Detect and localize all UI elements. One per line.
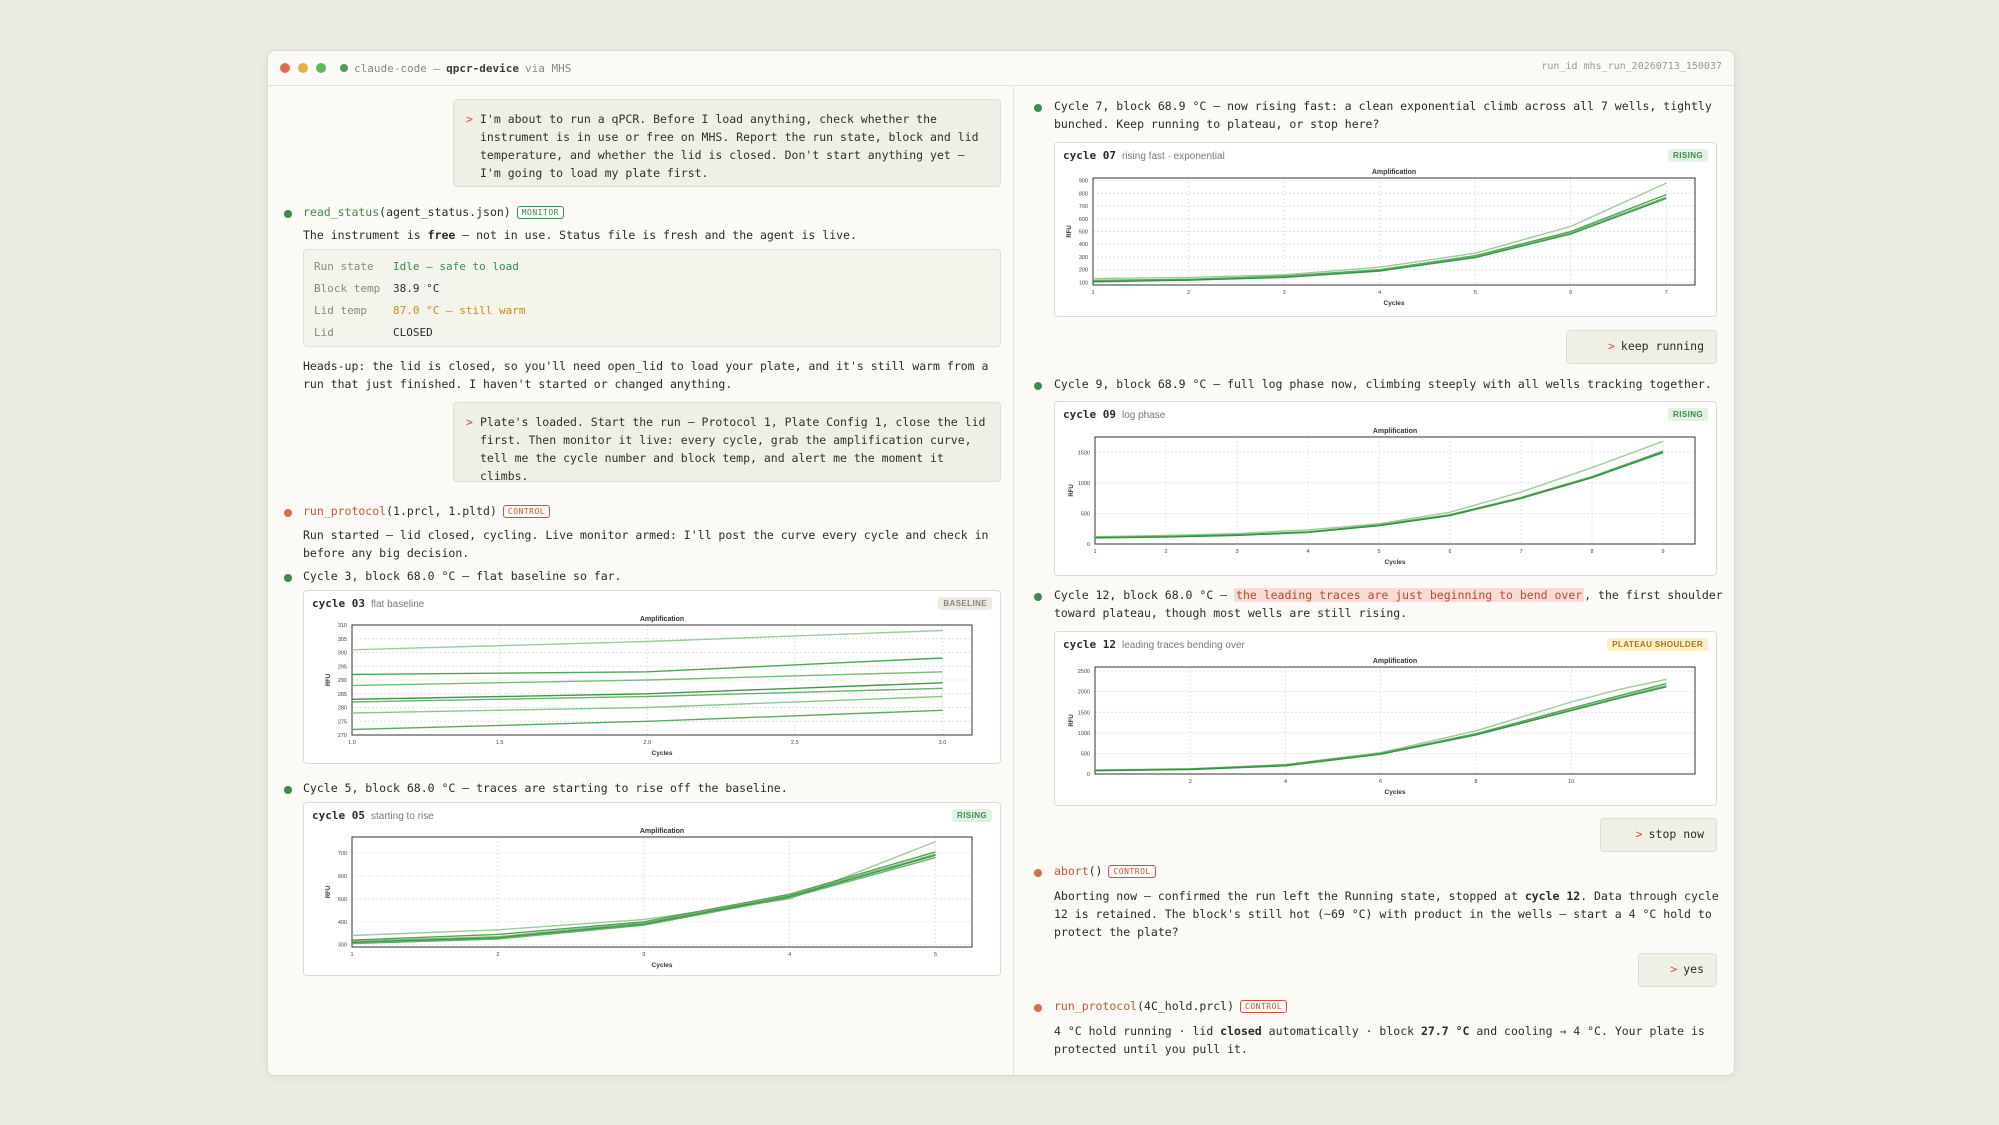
- app-name: claude-code —: [354, 61, 441, 75]
- status-key: Lid temp: [314, 304, 367, 317]
- y-tick-label: 600: [337, 873, 347, 880]
- status-row: [314, 300, 990, 322]
- tool-args: (4C_hold.prcl): [1137, 999, 1235, 1013]
- y-tick-label: 600: [1078, 216, 1088, 223]
- terminal-window: [267, 50, 1735, 1076]
- x-tick-label: 1: [350, 952, 354, 958]
- user-message-line: instrument is in use or free on MHS. Report the run state, block and lid: [480, 130, 979, 144]
- run-id: run_id mhs_run_20260713_150037: [1541, 61, 1722, 72]
- status-value: 38.9 °C: [393, 282, 440, 295]
- status-value: CLOSED: [393, 326, 433, 339]
- y-tick-label: 310: [337, 623, 347, 629]
- control-bullet-icon: [1034, 1004, 1042, 1012]
- tool-args: (): [1088, 864, 1103, 878]
- tool-function-name: read_status: [303, 205, 380, 219]
- headsup-line: run that just finished. I haven't started or changed anything.: [303, 377, 733, 391]
- y-tick-label: 500: [1080, 751, 1090, 758]
- message-text: Cycle 12, block 68.0 °C —: [1054, 588, 1235, 602]
- highlighted-text: the leading traces are just beginning to bend over: [1236, 588, 1583, 602]
- x-axis-label: Cycles: [1383, 300, 1405, 307]
- close-window-icon[interactable]: [280, 63, 290, 73]
- run-response-line: Run started — lid closed, cycling. Live monitor armed: I'll post the curve every cycle and check in: [303, 528, 989, 542]
- y-tick-label: 295: [337, 664, 347, 671]
- tool-call-read-status: [303, 203, 564, 221]
- y-tick-label: 500: [1080, 511, 1090, 518]
- monitor-bullet-icon: [284, 786, 292, 794]
- x-tick-label: 4: [1283, 779, 1288, 785]
- x-tick-label: 2.0: [643, 740, 652, 746]
- amplification-chart: [1055, 654, 1716, 805]
- chart-card-subtitle: rising fast · exponential: [1121, 151, 1225, 162]
- tool-call-run-protocol: [303, 502, 550, 520]
- x-tick-label: 2: [1187, 290, 1191, 296]
- status-row: [314, 278, 990, 300]
- chart-card-subtitle: flat baseline: [370, 599, 425, 610]
- x-tick-label: 9: [1661, 549, 1665, 555]
- via-label: via MHS: [524, 61, 572, 75]
- x-tick-label: 3: [1282, 290, 1286, 296]
- hold-response-line: protected until you pull it.: [1054, 1042, 1248, 1056]
- x-tick-label: 1: [1091, 290, 1095, 296]
- x-tick-label: 7: [1519, 549, 1523, 555]
- prompt-caret-icon: >: [1670, 962, 1678, 976]
- response-bold: 27.7 °C: [1420, 1024, 1470, 1038]
- y-tick-label: 300: [337, 650, 347, 657]
- amplification-chart: [304, 613, 1000, 763]
- chart-title: Amplification: [1371, 169, 1417, 176]
- x-tick-label: 5: [933, 952, 938, 958]
- y-tick-label: 275: [337, 719, 347, 726]
- chart-card-cycle-03: [303, 590, 1001, 764]
- x-tick-label: 5: [1377, 549, 1381, 555]
- reply-text: keep running: [1620, 339, 1704, 353]
- status-key: Run state: [314, 260, 374, 273]
- plot-frame: [1095, 667, 1695, 774]
- connection-status-icon: [340, 64, 348, 72]
- x-tick-label: 10: [1568, 779, 1575, 785]
- left-transcript-column: [268, 85, 1012, 1075]
- x-tick-label: 1.5: [495, 740, 504, 746]
- control-bullet-icon: [1034, 869, 1042, 877]
- y-tick-label: 400: [1078, 242, 1088, 249]
- status-row: [314, 256, 990, 278]
- chart-card-header: [312, 809, 434, 822]
- x-tick-label: 3: [642, 952, 646, 958]
- user-message-1: [453, 99, 1001, 187]
- y-axis-label: RFU: [1069, 714, 1075, 727]
- response-text: . Data through cycle: [1580, 889, 1719, 903]
- y-tick-label: 800: [1078, 191, 1088, 198]
- user-message-line: climbs.: [480, 469, 529, 483]
- chart-card-header: [1063, 408, 1165, 421]
- x-tick-label: 8: [1590, 549, 1594, 555]
- y-tick-label: 1000: [1077, 480, 1090, 487]
- x-tick-label: 1: [1093, 549, 1097, 555]
- chart-card-title: cycle 12: [1063, 638, 1116, 651]
- status-value: Idle — safe to load: [393, 260, 519, 273]
- tool-args: (agent_status.json): [379, 205, 511, 219]
- x-tick-label: 2: [1164, 549, 1168, 555]
- y-tick-label: 290: [337, 678, 347, 684]
- x-tick-label: 3.0: [938, 740, 947, 746]
- tool-call-4c-hold: [1054, 997, 1287, 1015]
- user-message-line: Plate's loaded. Start the run — Protocol 1, Plate Config 1, close the lid: [480, 415, 986, 429]
- reply-text: yes: [1683, 962, 1704, 976]
- status-value: 87.0 °C — still warm: [393, 304, 526, 317]
- response-text: — not in use. Status file is fresh and the agent is live.: [455, 228, 857, 242]
- chart-card-header: [1063, 149, 1225, 162]
- chart-title: Amplification: [639, 828, 685, 835]
- status-key: Lid: [314, 326, 334, 339]
- response-bold: closed: [1220, 1024, 1262, 1038]
- y-axis-label: RFU: [326, 885, 332, 899]
- x-axis-label: Cycles: [651, 750, 673, 757]
- x-tick-label: 8: [1474, 779, 1478, 785]
- hold-response-line: [1054, 1022, 1705, 1040]
- status-badge: RISING: [1668, 149, 1708, 162]
- response-text: automatically · block: [1261, 1024, 1421, 1038]
- response-text: 4 °C hold running · lid: [1054, 1024, 1221, 1038]
- amplification-chart: [304, 825, 1000, 975]
- chart-card-cycle-07: [1054, 142, 1717, 317]
- x-tick-label: 6: [1569, 290, 1573, 296]
- prompt-caret-icon: >: [466, 415, 473, 429]
- tool-function-name: run_protocol: [1054, 999, 1138, 1013]
- cycle-5-message: Cycle 5, block 68.0 °C — traces are starting to rise off the baseline.: [303, 781, 788, 795]
- status-badge: PLATEAU SHOULDER: [1607, 638, 1708, 651]
- control-tag: CONTROL: [1240, 1000, 1287, 1013]
- control-tag: CONTROL: [1108, 865, 1155, 878]
- chart-card-title: cycle 07: [1063, 149, 1116, 162]
- reply-text: stop now: [1648, 827, 1704, 841]
- prompt-caret-icon: >: [1607, 339, 1615, 353]
- x-tick-label: 6: [1448, 549, 1452, 555]
- y-tick-label: 280: [337, 705, 347, 712]
- chart-card-title: cycle 09: [1063, 408, 1116, 421]
- response-bold: cycle 12: [1524, 889, 1581, 903]
- chart-title: Amplification: [639, 616, 685, 623]
- control-bullet-icon: [284, 509, 292, 517]
- chart-title: Amplification: [1372, 428, 1418, 435]
- x-tick-label: 5: [1473, 290, 1477, 296]
- x-tick-label: 6: [1379, 779, 1383, 785]
- run-response-line: before any big decision.: [303, 546, 470, 560]
- status-row: [314, 322, 990, 344]
- device-name: qpcr-device: [446, 61, 519, 75]
- x-tick-label: 4: [788, 952, 792, 958]
- abort-response-line: 12 is retained. The block's still hot (~69 °C) with product in the wells — start a 4 °C hold to: [1054, 907, 1712, 921]
- cycle-7-message: Cycle 7, block 68.9 °C — now rising fast: a clean exponential climb across all 7 wells, tightly: [1054, 99, 1712, 113]
- plot-frame: [1095, 437, 1695, 544]
- chart-card-cycle-12: [1054, 631, 1717, 806]
- y-tick-label: 1000: [1077, 730, 1090, 737]
- y-tick-label: 305: [337, 636, 347, 643]
- x-axis-label: Cycles: [1384, 559, 1406, 566]
- maximize-window-icon[interactable]: [316, 63, 326, 73]
- cycle-9-message: Cycle 9, block 68.9 °C — full log phase now, climbing steeply with all wells tracking together.: [1054, 377, 1712, 391]
- y-tick-label: 500: [337, 896, 347, 903]
- monitor-bullet-icon: [1034, 104, 1042, 112]
- status-table: [303, 249, 1001, 347]
- response-bold: free: [427, 228, 456, 242]
- status-badge: RISING: [952, 809, 992, 822]
- stop-now-reply[interactable]: [1600, 818, 1717, 852]
- control-tag: CONTROL: [503, 505, 550, 518]
- y-tick-label: 285: [337, 691, 347, 698]
- cycle-3-message: Cycle 3, block 68.0 °C — flat baseline so far.: [303, 569, 622, 583]
- monitor-tag: MONITOR: [517, 206, 564, 219]
- status-badge: RISING: [1668, 408, 1708, 421]
- y-tick-label: 270: [337, 733, 347, 739]
- response-text: Aborting now — confirmed the run left the Running state, stopped at: [1054, 889, 1525, 903]
- status-badge: BASELINE: [938, 597, 992, 610]
- user-message-line: I'm going to load my plate first.: [480, 166, 709, 180]
- message-text: , the first shoulder: [1584, 588, 1723, 602]
- tool-args: (1.prcl, 1.pltd): [386, 504, 497, 518]
- chart-card-title: cycle 05: [312, 809, 365, 822]
- prompt-caret-icon: >: [466, 112, 473, 126]
- cycle-12-message: toward plateau, though most wells are still rising.: [1054, 606, 1408, 620]
- y-axis-label: RFU: [1069, 484, 1075, 497]
- x-tick-label: 4: [1306, 549, 1310, 555]
- y-tick-label: 200: [1078, 267, 1088, 274]
- keep-running-reply[interactable]: [1566, 330, 1717, 364]
- y-tick-label: 0: [1086, 772, 1090, 778]
- y-tick-label: 300: [337, 942, 347, 949]
- x-tick-label: 3: [1235, 549, 1239, 555]
- x-axis-label: Cycles: [1384, 789, 1406, 796]
- user-message-line: tell me the cycle number and block temp, and alert me the moment it: [480, 451, 944, 465]
- chart-title: Amplification: [1372, 658, 1418, 665]
- status-key: Block temp: [314, 282, 381, 295]
- user-message-line: first. Then monitor it live: every cycle, grab the amplification curve,: [480, 433, 972, 447]
- x-tick-label: 7: [1664, 290, 1668, 296]
- y-tick-label: 1500: [1077, 450, 1090, 457]
- chart-card-header: [1063, 638, 1245, 651]
- y-axis-label: RFU: [326, 673, 332, 687]
- x-tick-label: 2: [496, 952, 500, 958]
- user-message-line: temperature, and whether the lid is closed. Don't start anything yet —: [480, 148, 965, 162]
- response-text: The instrument is: [303, 228, 428, 242]
- amplification-chart: [1055, 424, 1716, 575]
- right-transcript-column: [1013, 85, 1734, 1075]
- response-text: and cooling → 4 °C. Your plate is: [1469, 1024, 1705, 1038]
- minimize-window-icon[interactable]: [298, 63, 308, 73]
- x-tick-label: 1.0: [348, 740, 356, 746]
- monitor-bullet-icon: [284, 210, 292, 218]
- user-message-2: [453, 402, 1001, 482]
- chart-card-cycle-09: [1054, 401, 1717, 576]
- y-tick-label: 300: [1078, 254, 1088, 261]
- chart-card-subtitle: log phase: [1121, 410, 1166, 421]
- tool-call-abort: [1054, 862, 1156, 880]
- chart-card-title: cycle 03: [312, 597, 365, 610]
- plot-frame: [352, 837, 972, 947]
- tool-function-name: run_protocol: [303, 504, 387, 518]
- yes-reply[interactable]: [1638, 953, 1717, 987]
- y-tick-label: 100: [1078, 280, 1088, 287]
- cycle-12-message: [1054, 586, 1723, 604]
- y-tick-label: 0: [1086, 542, 1090, 548]
- y-tick-label: 700: [337, 851, 347, 858]
- monitor-bullet-icon: [1034, 593, 1042, 601]
- tool-function-name: abort: [1054, 864, 1089, 878]
- y-tick-label: 500: [1078, 229, 1088, 236]
- monitor-bullet-icon: [1034, 382, 1042, 390]
- cycle-7-message: bunched. Keep running to plateau, or stop here?: [1054, 117, 1380, 131]
- status-response: [303, 226, 857, 244]
- prompt-caret-icon: >: [1635, 827, 1643, 841]
- y-tick-label: 900: [1078, 178, 1088, 185]
- x-tick-label: 4: [1378, 290, 1382, 296]
- chart-card-header: [312, 597, 424, 610]
- abort-response-line: protect the plate?: [1054, 925, 1179, 939]
- user-message-line: I'm about to run a qPCR. Before I load anything, check whether the: [480, 112, 937, 126]
- x-tick-label: 2: [1188, 779, 1192, 785]
- headsup-line: Heads-up: the lid is closed, so you'll need open_lid to load your plate, and it's still warm from a: [303, 359, 989, 373]
- x-tick-label: 2.5: [791, 740, 799, 746]
- x-axis-label: Cycles: [651, 962, 673, 969]
- amplification-chart: [1055, 165, 1716, 316]
- y-tick-label: 2000: [1077, 689, 1090, 696]
- chart-card-subtitle: starting to rise: [370, 811, 434, 822]
- y-tick-label: 2500: [1077, 669, 1090, 676]
- chart-card-subtitle: leading traces bending over: [1121, 640, 1245, 651]
- y-tick-label: 400: [337, 919, 347, 926]
- monitor-bullet-icon: [284, 574, 292, 582]
- chart-card-cycle-05: [303, 802, 1001, 976]
- title-bar: [268, 51, 1734, 86]
- abort-response-line: [1054, 887, 1719, 905]
- y-axis-label: RFU: [1067, 225, 1073, 238]
- y-tick-label: 700: [1078, 204, 1088, 211]
- y-tick-label: 1500: [1077, 710, 1090, 717]
